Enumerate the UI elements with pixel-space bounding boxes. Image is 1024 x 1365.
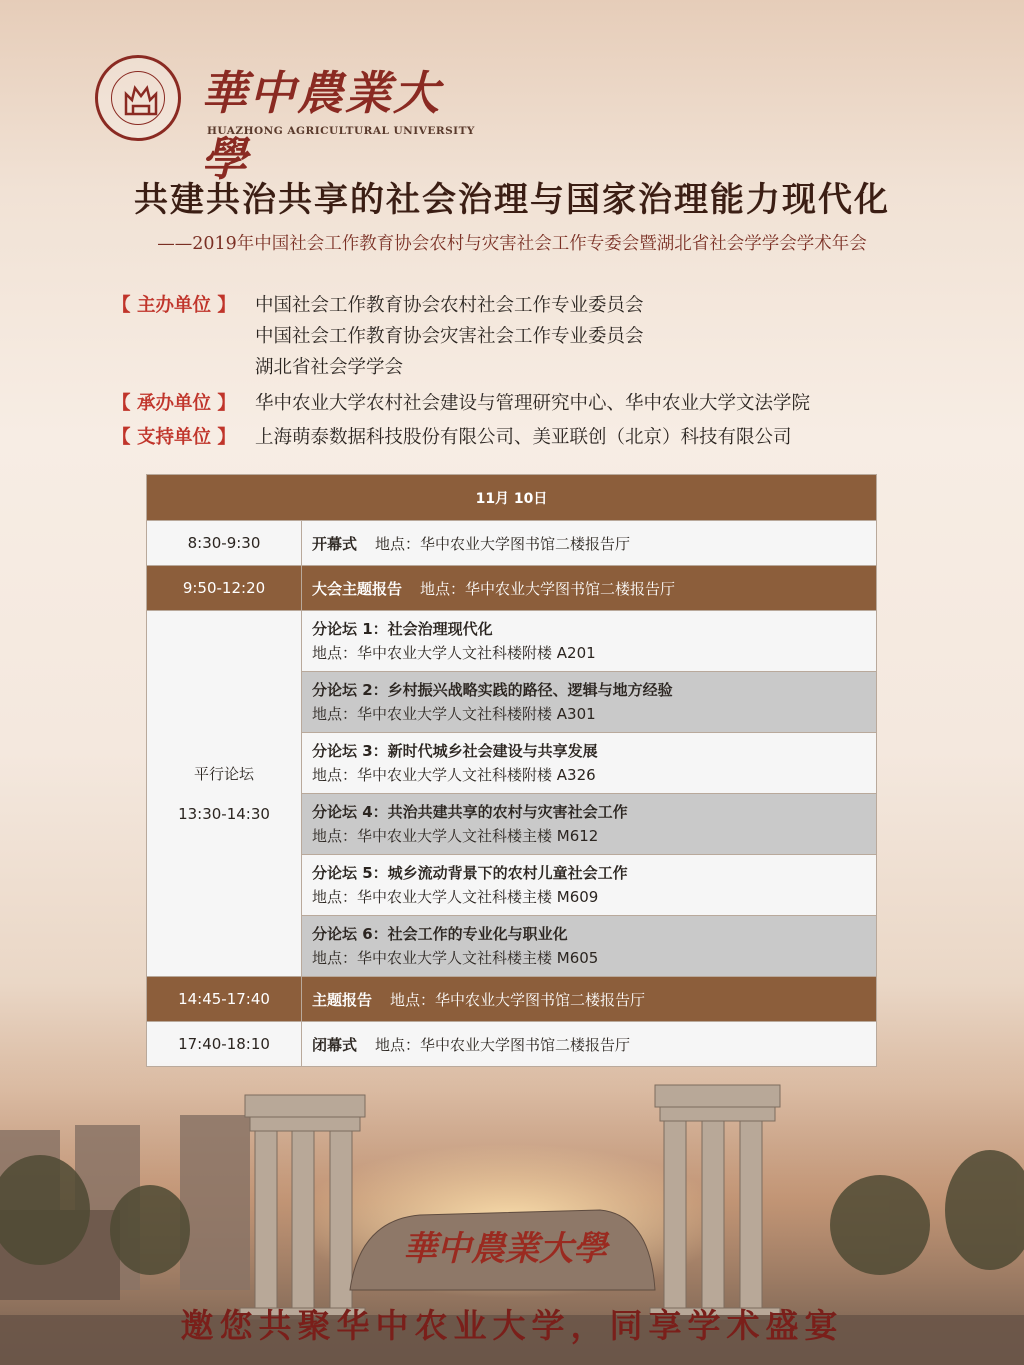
forum-row bbox=[147, 611, 877, 672]
forum-title: 分论坛 4：共治共建共享的农村与灾害社会工作 bbox=[312, 803, 628, 821]
organizer-label: 【 承办单位 】 bbox=[112, 393, 236, 414]
schedule-date: 11月 10日 bbox=[147, 475, 877, 521]
supporter-line: 上海萌泰数据科技股份有限公司、美亚联创（北京）科技有限公司 bbox=[255, 427, 792, 448]
university-name-en: HUAZHONG AGRICULTURAL UNIVERSITY bbox=[207, 125, 475, 137]
host-line: 湖北省社会学学会 bbox=[255, 357, 404, 378]
host-line: 中国社会工作教育协会农村社会工作专业委员会 bbox=[255, 295, 644, 316]
host-label: 【 主办单位 】 bbox=[112, 295, 236, 316]
organizer-line: 华中农业大学农村社会建设与管理研究中心、华中农业大学文法学院 bbox=[255, 393, 811, 414]
invitation-slogan: 邀您共聚华中农业大学，同享学术盛宴 bbox=[180, 1306, 844, 1345]
keynote-time: 9:50-12:20 bbox=[147, 566, 302, 611]
forum-location: 地点：华中农业大学人文社科楼附楼 A326 bbox=[312, 766, 596, 784]
host-organizers bbox=[112, 290, 644, 383]
opening-name: 开幕式 bbox=[312, 534, 358, 553]
theme-report-location: 地点：华中农业大学图书馆二楼报告厅 bbox=[390, 990, 646, 1009]
opening-row bbox=[147, 521, 877, 566]
forum-location: 地点：华中农业大学人文社科楼附楼 A201 bbox=[312, 644, 596, 662]
gate-stone-text: 華中農業大學 bbox=[403, 1229, 607, 1269]
closing-name: 闭幕式 bbox=[312, 1035, 358, 1054]
keynote-name: 大会主题报告 bbox=[312, 579, 403, 598]
university-logo bbox=[95, 55, 475, 186]
host-line: 中国社会工作教育协会灾害社会工作专业委员会 bbox=[255, 326, 644, 347]
closing-location: 地点：华中农业大学图书馆二楼报告厅 bbox=[375, 1035, 631, 1054]
university-seal bbox=[95, 55, 181, 141]
forum-title: 分论坛 5：城乡流动背景下的农村儿童社会工作 bbox=[312, 864, 628, 882]
forum-location: 地点：华中农业大学人文社科楼主楼 M609 bbox=[312, 888, 599, 906]
keynote-location: 地点：华中农业大学图书馆二楼报告厅 bbox=[420, 579, 676, 598]
supporter-label: 【 支持单位 】 bbox=[112, 427, 236, 448]
keynote-row bbox=[147, 566, 877, 611]
opening-time: 8:30-9:30 bbox=[147, 521, 302, 566]
theme-report-time: 14:45-17:40 bbox=[147, 977, 302, 1022]
closing-time: 17:40-18:10 bbox=[147, 1022, 302, 1067]
university-name-cn: 華中農業大學 bbox=[201, 66, 441, 186]
forum-location: 地点：华中农业大学人文社科楼主楼 M612 bbox=[312, 827, 599, 845]
schedule-date-row bbox=[147, 475, 877, 521]
conference-subtitle: ——2019年中国社会工作教育协会农村与灾害社会工作专委会暨湖北省社会学学会学术年会 bbox=[157, 234, 867, 254]
theme-report-name: 主题报告 bbox=[312, 990, 373, 1009]
seal-emblem-icon bbox=[120, 80, 162, 122]
conference-title: 共建共治共享的社会治理与国家治理能力现代化 bbox=[134, 180, 890, 220]
forum-title: 分论坛 3：新时代城乡社会建设与共享发展 bbox=[312, 742, 598, 760]
opening-location: 地点：华中农业大学图书馆二楼报告厅 bbox=[375, 534, 631, 553]
theme-report-row bbox=[147, 977, 877, 1022]
parallel-forum-cell bbox=[147, 611, 302, 977]
schedule-table bbox=[146, 474, 877, 1067]
forum-title: 分论坛 1：社会治理现代化 bbox=[312, 620, 493, 638]
parallel-forum-time: 13:30-14:30 bbox=[178, 804, 270, 823]
forum-location: 地点：华中农业大学人文社科楼附楼 A301 bbox=[312, 705, 596, 723]
parallel-forum-label: 平行论坛 bbox=[193, 764, 254, 783]
organizer-units bbox=[112, 388, 810, 419]
forum-title: 分论坛 2：乡村振兴战略实践的路径、逻辑与地方经验 bbox=[312, 681, 673, 699]
forum-location: 地点：华中农业大学人文社科楼主楼 M605 bbox=[312, 949, 599, 967]
supporter-units bbox=[112, 422, 792, 453]
forum-title: 分论坛 6：社会工作的专业化与职业化 bbox=[312, 925, 568, 943]
